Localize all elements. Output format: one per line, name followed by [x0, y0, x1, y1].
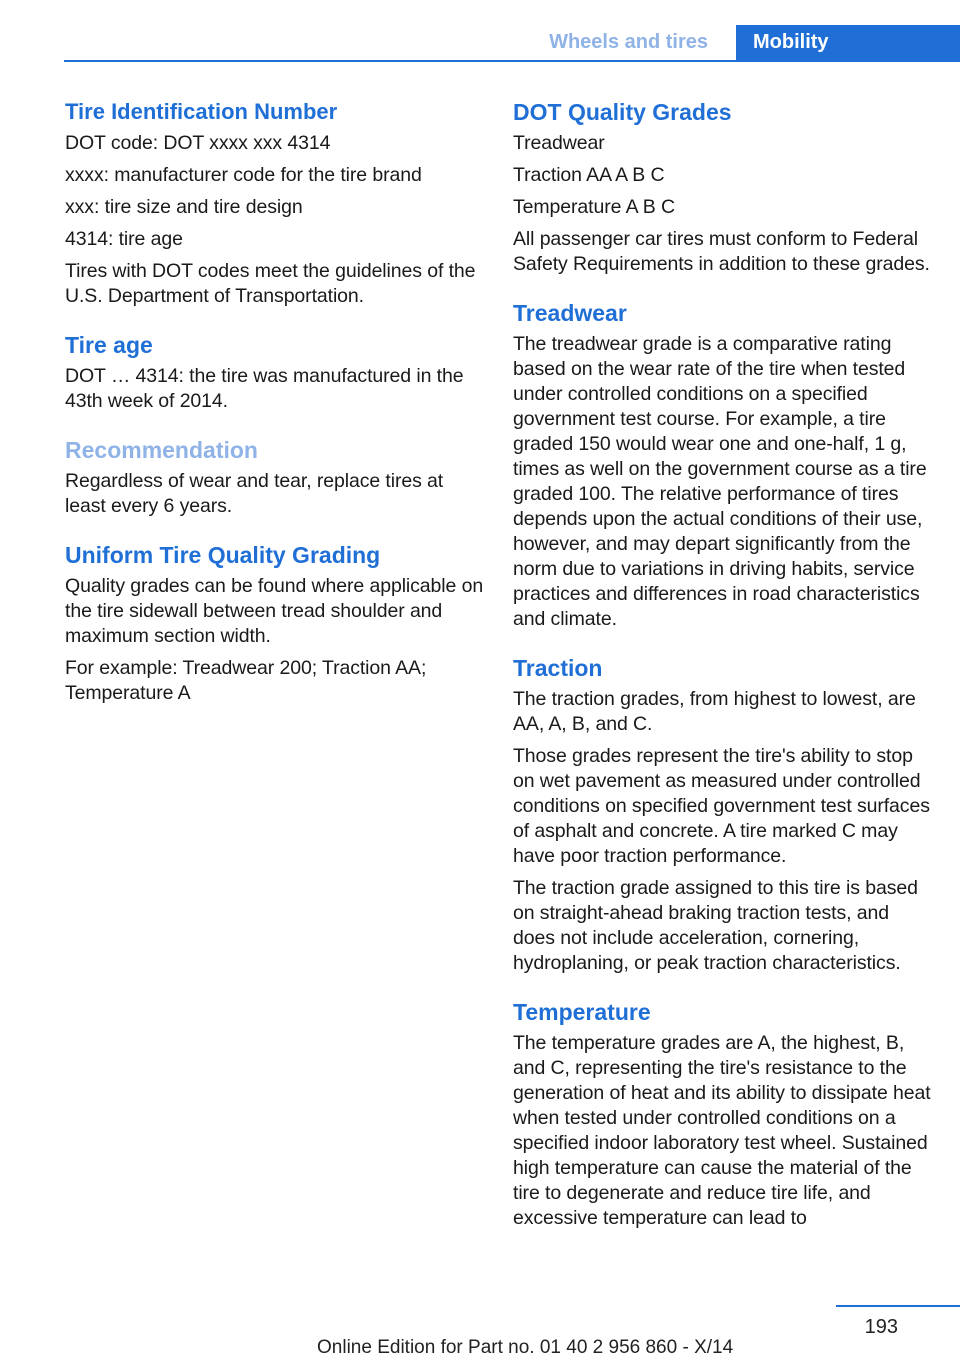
tire-age-section — [65, 329, 485, 414]
dot-grades-line: All passenger car tires must conform to Federal Safety Requirements in addition to these grades. — [513, 228, 930, 275]
temperature-text: The temperature grades are A, the highest, B, and C, representing the tire's resistance to the generation of heat and its ability to dissipate heat when tested under controlled conditions on a specified indoor laboratory test wheel. Sustained high temperature can cause the material of the tire to degenerate and reduce tire life, and excessive temperature can lead to — [513, 1032, 931, 1229]
page-number: 193 — [864, 1316, 898, 1338]
right-column — [513, 96, 933, 1251]
utqg-heading: Uniform Tire Quality Grading — [65, 542, 381, 568]
utqg-paragraph: For example: Treadwear 200; Traction AA; Temperature A — [65, 657, 427, 704]
treadwear-text: The treadwear grade is a comparative rating based on the wear rate of the tire when tested under controlled conditions on a specified government test course. For example, a tire graded 150 would wear one and one-half, 1 g, times as well on the government course as a tire graded 100. The relative performance of tires depends upon the actual conditions of their use, however, and may depart significantly from the norm due to variations in driving habits, service practices and differences in road characteristics and climate. — [513, 333, 927, 630]
recommendation-text: Regardless of wear and tear, replace tires at least every 6 years. — [65, 470, 444, 517]
traction-paragraph: The traction grade assigned to this tire is based on straight-ahead braking traction tests, and does not include acceleration, cornering, hydroplaning, or peak traction characteristics. — [513, 877, 918, 974]
tin-line: xxxx: manufacturer code for the tire brand — [65, 164, 422, 186]
chapter-tab: Wheels and tires — [549, 31, 708, 53]
tin-section — [65, 96, 485, 309]
treadwear-heading: Treadwear — [513, 300, 627, 326]
tin-line: Tires with DOT codes meet the guidelines of the U.S. Department of Transportation. — [65, 260, 476, 307]
utqg-paragraph: Quality grades can be found where applicable on the tire sidewall between tread shoulder and maximum section width. — [65, 575, 484, 647]
traction-heading: Traction — [513, 655, 603, 681]
dot-grades-line: Temperature A B C — [513, 196, 675, 218]
tin-line: xxx: tire size and tire design — [65, 196, 303, 218]
tire-age-heading: Tire age — [65, 332, 153, 358]
temperature-section — [513, 996, 933, 1231]
traction-section — [513, 652, 933, 976]
tin-line: DOT code: DOT xxxx xxx 4314 — [65, 132, 331, 154]
left-column — [65, 96, 485, 726]
header-rule — [64, 60, 960, 62]
page-header — [0, 0, 960, 64]
temperature-heading: Temperature — [513, 999, 651, 1025]
dot-grades-line: Treadwear — [513, 132, 605, 154]
utqg-section — [65, 539, 485, 706]
traction-paragraph: The traction grades, from highest to lowest, are AA, A, B, and C. — [513, 688, 916, 735]
dot-grades-section — [513, 96, 933, 277]
traction-paragraph: Those grades represent the tire's ability to stop on wet pavement as measured under controlled conditions on specified government test surfaces of asphalt and concrete. A tire marked C may have poor traction performance. — [513, 745, 930, 867]
recommendation-section — [65, 434, 485, 519]
dot-grades-heading: DOT Quality Grades — [513, 99, 732, 125]
edition-text: Online Edition for Part no. 01 40 2 956 860 - X/14 — [317, 1337, 734, 1358]
recommendation-heading: Recommendation — [65, 437, 258, 463]
footer-rule — [836, 1305, 960, 1307]
section-tab: Mobility — [736, 25, 960, 60]
tin-line: 4314: tire age — [65, 228, 183, 250]
treadwear-section — [513, 297, 933, 632]
dot-grades-line: Traction AA A B C — [513, 164, 665, 186]
tin-heading: Tire Identification Number — [65, 99, 338, 124]
tire-age-text: DOT … 4314: the tire was manufactured in the 43th week of 2014. — [65, 365, 464, 412]
